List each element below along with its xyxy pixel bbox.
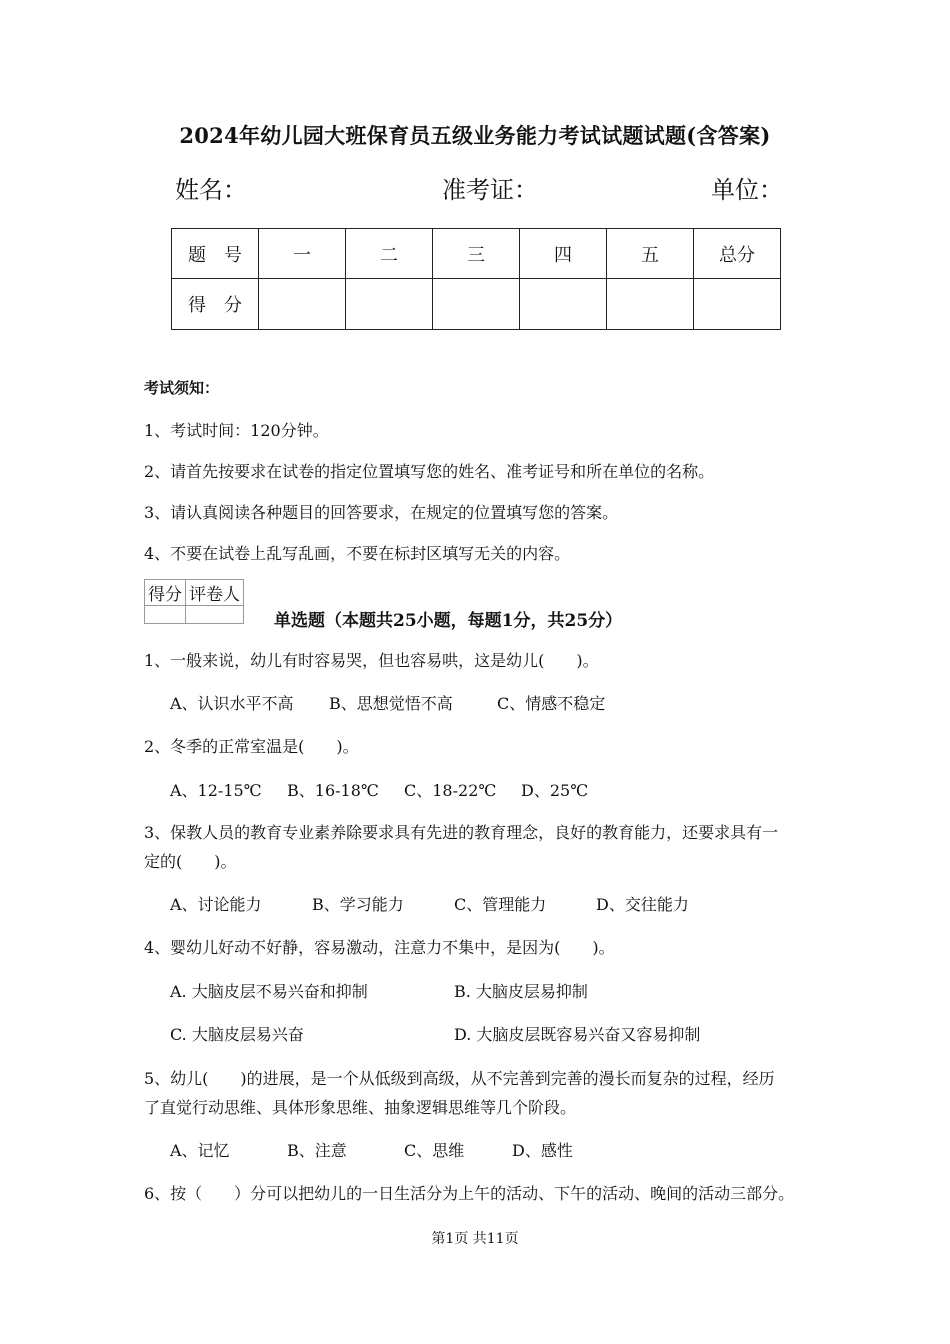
grader-reviewer-cell[interactable] xyxy=(186,606,244,624)
score-header-cell: 五 xyxy=(607,229,694,279)
notice-item: 1、考试时间：120分钟。 xyxy=(144,421,329,440)
score-header-cell: 一 xyxy=(259,229,346,279)
page-footer: 第1页 共11页 xyxy=(431,1231,519,1247)
score-cell[interactable] xyxy=(433,279,520,330)
question-option: C、管理能力 xyxy=(454,895,547,914)
notice-item: 2、请首先按要求在试卷的指定位置填写您的姓名、准考证号和所在单位的名称。 xyxy=(144,462,715,481)
score-cell[interactable] xyxy=(259,279,346,330)
question-stem: 3、保教人员的教育专业素养除要求具有先进的教育理念，良好的教育能力，还要求具有一 xyxy=(144,823,779,842)
score-cell[interactable] xyxy=(694,279,781,330)
question-option: C、18-22℃ xyxy=(404,781,497,800)
score-header-cell: 题 号 xyxy=(172,229,259,279)
score-cell[interactable] xyxy=(346,279,433,330)
notice-item: 4、不要在试卷上乱写乱画，不要在标封区填写无关的内容。 xyxy=(144,544,571,563)
score-row-label: 得 分 xyxy=(172,279,259,330)
question-stem: 4、婴幼儿好动不好静，容易激动，注意力不集中，是因为( )。 xyxy=(144,938,615,957)
question-option: C、情感不稳定 xyxy=(497,694,606,713)
question-option: B、学习能力 xyxy=(312,895,404,914)
unit-label: 单位： xyxy=(711,176,783,204)
question-option: A、记忆 xyxy=(170,1141,230,1160)
page-title: 2024年幼儿园大班保育员五级业务能力考试试题试题(含答案) xyxy=(179,123,771,148)
question-option: D、25℃ xyxy=(521,781,589,800)
name-label: 姓名： xyxy=(175,176,247,204)
question-option: A. 大脑皮层不易兴奋和抑制 xyxy=(170,982,368,1001)
score-header-cell: 总分 xyxy=(694,229,781,279)
score-header-cell: 四 xyxy=(520,229,607,279)
grader-reviewer-label: 评卷人 xyxy=(186,580,244,606)
question-option: D. 大脑皮层既容易兴奋又容易抑制 xyxy=(454,1025,701,1044)
notice-item: 3、请认真阅读各种题目的回答要求，在规定的位置填写您的答案。 xyxy=(144,503,619,522)
score-table-score-row xyxy=(172,279,781,330)
question-stem: 6、按（ ）分可以把幼儿的一日生活分为上午的活动、下午的活动、晚间的活动三部分。 xyxy=(144,1184,795,1203)
score-cell[interactable] xyxy=(607,279,694,330)
score-header-cell: 三 xyxy=(433,229,520,279)
question-option: A、讨论能力 xyxy=(170,895,262,914)
question-option: A、12-15℃ xyxy=(170,781,262,800)
question-stem: 5、幼儿( )的进展，是一个从低级到高级，从不完善到完善的漫长而复杂的过程，经历 xyxy=(144,1069,775,1088)
score-table-header-row xyxy=(172,229,781,279)
question-option: B、思想觉悟不高 xyxy=(329,694,453,713)
score-cell[interactable] xyxy=(520,279,607,330)
question-stem: 1、一般来说，幼儿有时容易哭，但也容易哄，这是幼儿( )。 xyxy=(144,651,599,670)
grader-score-cell[interactable] xyxy=(145,606,186,624)
grader-box xyxy=(144,579,244,624)
question-option: B、注意 xyxy=(287,1141,347,1160)
grader-score-label: 得分 xyxy=(145,580,186,606)
question-option: D、感性 xyxy=(512,1141,573,1160)
question-option: A、认识水平不高 xyxy=(170,694,294,713)
question-option: D、交往能力 xyxy=(596,895,689,914)
question-option: B. 大脑皮层易抑制 xyxy=(454,982,588,1001)
score-table xyxy=(171,228,781,330)
question-option: B、16-18℃ xyxy=(287,781,379,800)
section-title: 单选题（本题共25小题，每题1分，共25分） xyxy=(274,611,623,631)
question-option: C. 大脑皮层易兴奋 xyxy=(170,1025,304,1044)
question-stem-continued: 了直觉行动思维、具体形象思维、抽象逻辑思维等几个阶段。 xyxy=(144,1098,577,1117)
notice-heading: 考试须知： xyxy=(144,379,220,397)
question-stem-continued: 定的( )。 xyxy=(144,852,237,871)
score-header-cell: 二 xyxy=(346,229,433,279)
exam-id-label: 准考证： xyxy=(442,176,538,204)
question-stem: 2、冬季的正常室温是( )。 xyxy=(144,737,359,756)
question-option: C、思维 xyxy=(404,1141,465,1160)
